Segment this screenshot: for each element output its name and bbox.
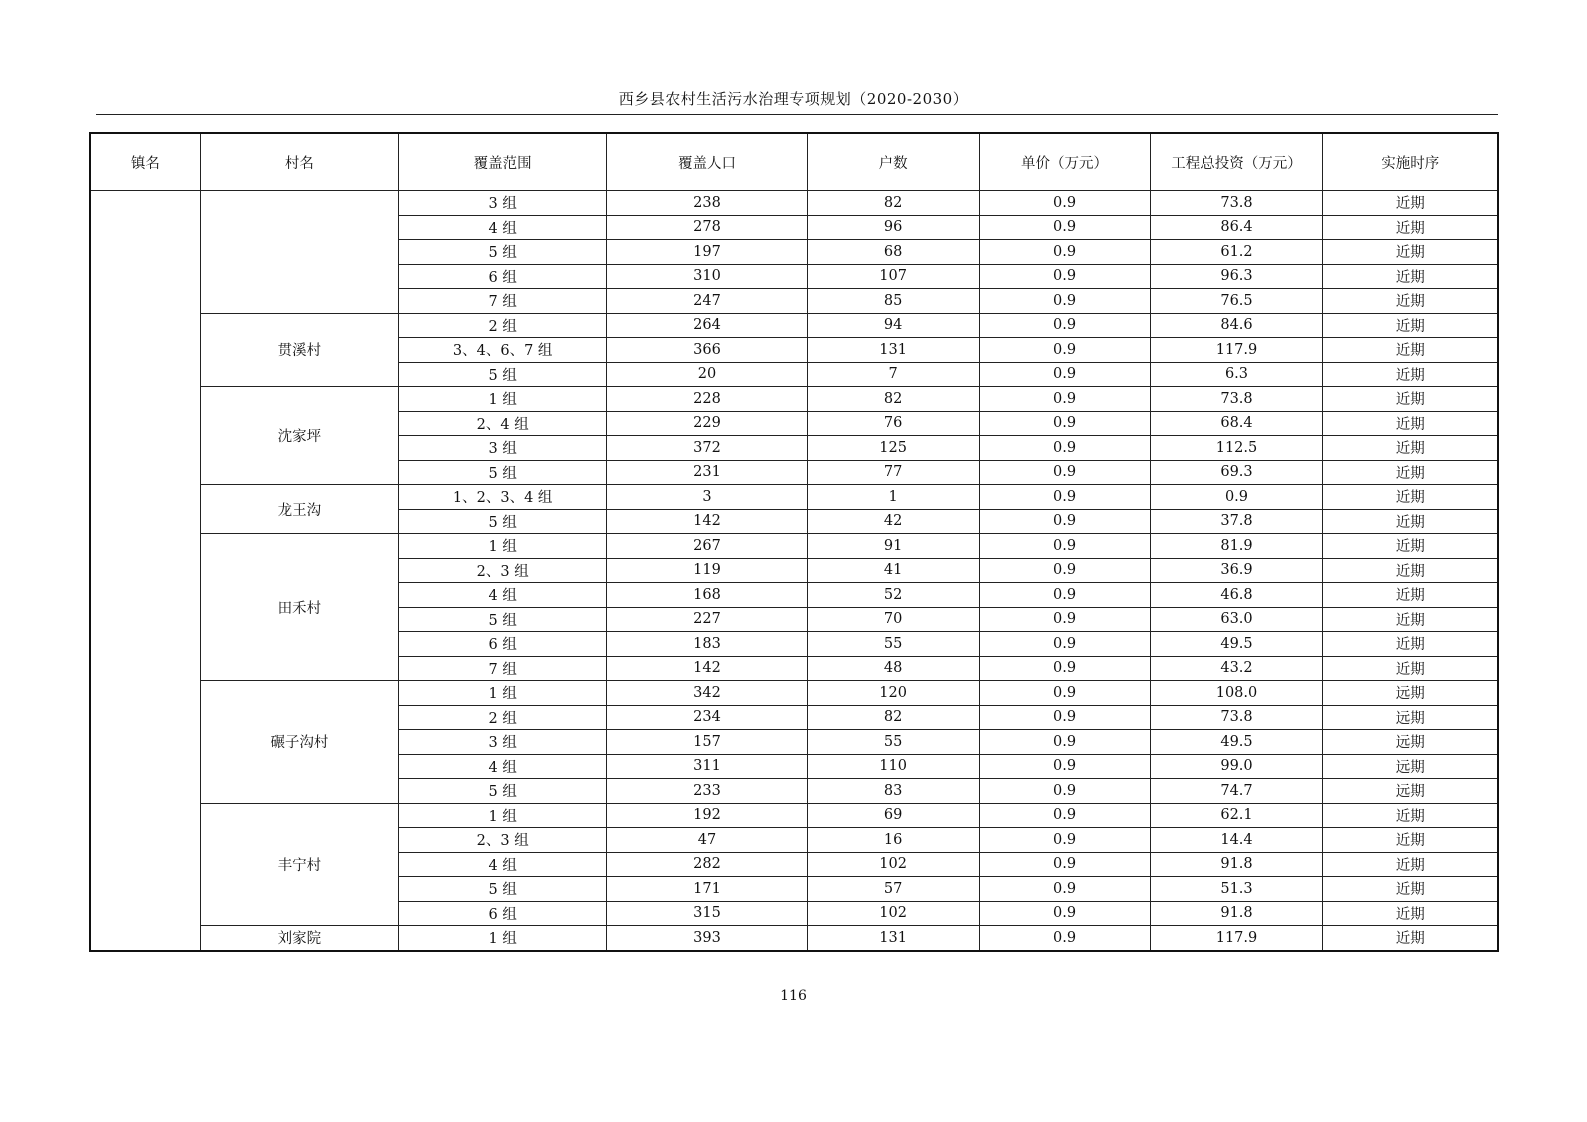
unit-price-cell: 0.9 [979, 436, 1150, 461]
implementation-phase-cell: 近期 [1323, 362, 1498, 387]
households-cell: 57 [807, 877, 979, 902]
coverage-population-cell: 157 [607, 730, 807, 755]
households-cell: 82 [807, 191, 979, 216]
households-cell: 70 [807, 607, 979, 632]
coverage-population-cell: 234 [607, 705, 807, 730]
total-investment-cell: 37.8 [1150, 509, 1323, 534]
coverage-range-cell: 3、4、6、7 组 [399, 338, 607, 363]
village-name-cell: 沈家坪 [200, 387, 398, 485]
table-row [90, 534, 1498, 559]
implementation-phase-cell: 近期 [1323, 313, 1498, 338]
coverage-population-cell: 3 [607, 485, 807, 510]
coverage-range-cell: 5 组 [399, 240, 607, 265]
coverage-population-cell: 247 [607, 289, 807, 314]
total-investment-cell: 96.3 [1150, 264, 1323, 289]
unit-price-cell: 0.9 [979, 656, 1150, 681]
unit-price-cell: 0.9 [979, 705, 1150, 730]
coverage-range-cell: 3 组 [399, 436, 607, 461]
coverage-range-cell: 4 组 [399, 852, 607, 877]
total-investment-cell: 61.2 [1150, 240, 1323, 265]
households-cell: 82 [807, 705, 979, 730]
coverage-population-cell: 315 [607, 901, 807, 926]
unit-price-cell: 0.9 [979, 779, 1150, 804]
unit-price-cell: 0.9 [979, 828, 1150, 853]
total-investment-cell: 74.7 [1150, 779, 1323, 804]
village-name-cell: 田禾村 [200, 534, 398, 681]
households-cell: 41 [807, 558, 979, 583]
column-header: 户数 [807, 133, 979, 191]
households-cell: 55 [807, 730, 979, 755]
coverage-range-cell: 3 组 [399, 191, 607, 216]
households-cell: 125 [807, 436, 979, 461]
households-cell: 82 [807, 387, 979, 412]
coverage-range-cell: 1 组 [399, 926, 607, 951]
village-name-cell: 刘家院 [200, 926, 398, 951]
households-cell: 52 [807, 583, 979, 608]
coverage-range-cell: 3 组 [399, 730, 607, 755]
households-cell: 76 [807, 411, 979, 436]
coverage-range-cell: 5 组 [399, 362, 607, 387]
households-cell: 69 [807, 803, 979, 828]
households-cell: 131 [807, 338, 979, 363]
total-investment-cell: 68.4 [1150, 411, 1323, 436]
unit-price-cell: 0.9 [979, 411, 1150, 436]
total-investment-cell: 86.4 [1150, 215, 1323, 240]
implementation-phase-cell: 近期 [1323, 607, 1498, 632]
households-cell: 85 [807, 289, 979, 314]
total-investment-cell: 36.9 [1150, 558, 1323, 583]
unit-price-cell: 0.9 [979, 387, 1150, 412]
coverage-population-cell: 372 [607, 436, 807, 461]
implementation-phase-cell: 近期 [1323, 632, 1498, 657]
implementation-phase-cell: 远期 [1323, 779, 1498, 804]
total-investment-cell: 91.8 [1150, 901, 1323, 926]
households-cell: 48 [807, 656, 979, 681]
implementation-phase-cell: 远期 [1323, 730, 1498, 755]
total-investment-cell: 91.8 [1150, 852, 1323, 877]
unit-price-cell: 0.9 [979, 338, 1150, 363]
coverage-range-cell: 1 组 [399, 534, 607, 559]
households-cell: 55 [807, 632, 979, 657]
column-header: 村名 [200, 133, 398, 191]
unit-price-cell: 0.9 [979, 534, 1150, 559]
households-cell: 42 [807, 509, 979, 534]
households-cell: 77 [807, 460, 979, 485]
implementation-phase-cell: 远期 [1323, 754, 1498, 779]
coverage-range-cell: 2、3 组 [399, 828, 607, 853]
households-cell: 131 [807, 926, 979, 951]
households-cell: 91 [807, 534, 979, 559]
header-row [90, 133, 1498, 191]
households-cell: 68 [807, 240, 979, 265]
total-investment-cell: 63.0 [1150, 607, 1323, 632]
coverage-population-cell: 233 [607, 779, 807, 804]
implementation-phase-cell: 近期 [1323, 436, 1498, 461]
coverage-population-cell: 192 [607, 803, 807, 828]
coverage-range-cell: 5 组 [399, 460, 607, 485]
implementation-phase-cell: 近期 [1323, 240, 1498, 265]
unit-price-cell: 0.9 [979, 362, 1150, 387]
coverage-population-cell: 267 [607, 534, 807, 559]
coverage-population-cell: 20 [607, 362, 807, 387]
investment-table [89, 132, 1499, 952]
unit-price-cell: 0.9 [979, 632, 1150, 657]
implementation-phase-cell: 近期 [1323, 215, 1498, 240]
coverage-range-cell: 5 组 [399, 509, 607, 534]
unit-price-cell: 0.9 [979, 926, 1150, 951]
coverage-range-cell: 7 组 [399, 289, 607, 314]
implementation-phase-cell: 近期 [1323, 191, 1498, 216]
coverage-range-cell: 1 组 [399, 681, 607, 706]
coverage-population-cell: 142 [607, 509, 807, 534]
implementation-phase-cell: 近期 [1323, 264, 1498, 289]
header-divider [96, 114, 1498, 115]
unit-price-cell: 0.9 [979, 509, 1150, 534]
coverage-range-cell: 2、4 组 [399, 411, 607, 436]
total-investment-cell: 73.8 [1150, 387, 1323, 412]
implementation-phase-cell: 近期 [1323, 411, 1498, 436]
unit-price-cell: 0.9 [979, 215, 1150, 240]
table-row [90, 803, 1498, 828]
coverage-range-cell: 1、2、3、4 组 [399, 485, 607, 510]
unit-price-cell: 0.9 [979, 583, 1150, 608]
total-investment-cell: 14.4 [1150, 828, 1323, 853]
implementation-phase-cell: 近期 [1323, 485, 1498, 510]
column-header: 覆盖范围 [399, 133, 607, 191]
document-header-title: 西乡县农村生活污水治理专项规划（2020-2030） [618, 90, 969, 108]
total-investment-cell: 0.9 [1150, 485, 1323, 510]
total-investment-cell: 43.2 [1150, 656, 1323, 681]
unit-price-cell: 0.9 [979, 485, 1150, 510]
implementation-phase-cell: 近期 [1323, 387, 1498, 412]
coverage-population-cell: 282 [607, 852, 807, 877]
total-investment-cell: 112.5 [1150, 436, 1323, 461]
implementation-phase-cell: 近期 [1323, 901, 1498, 926]
coverage-range-cell: 5 组 [399, 877, 607, 902]
implementation-phase-cell: 近期 [1323, 338, 1498, 363]
page-number: 116 [780, 988, 807, 1004]
total-investment-cell: 51.3 [1150, 877, 1323, 902]
coverage-population-cell: 238 [607, 191, 807, 216]
households-cell: 94 [807, 313, 979, 338]
unit-price-cell: 0.9 [979, 460, 1150, 485]
implementation-phase-cell: 近期 [1323, 509, 1498, 534]
unit-price-cell: 0.9 [979, 877, 1150, 902]
unit-price-cell: 0.9 [979, 191, 1150, 216]
village-name-cell: 贯溪村 [200, 313, 398, 387]
table-row [90, 191, 1498, 216]
table-row [90, 387, 1498, 412]
column-header: 实施时序 [1323, 133, 1498, 191]
village-name-cell: 丰宁村 [200, 803, 398, 926]
total-investment-cell: 49.5 [1150, 632, 1323, 657]
coverage-population-cell: 229 [607, 411, 807, 436]
implementation-phase-cell: 近期 [1323, 877, 1498, 902]
village-name-cell: 碾子沟村 [200, 681, 398, 804]
implementation-phase-cell: 近期 [1323, 460, 1498, 485]
implementation-phase-cell: 近期 [1323, 926, 1498, 951]
unit-price-cell: 0.9 [979, 313, 1150, 338]
households-cell: 120 [807, 681, 979, 706]
coverage-population-cell: 264 [607, 313, 807, 338]
table-row [90, 926, 1498, 951]
coverage-range-cell: 7 组 [399, 656, 607, 681]
coverage-population-cell: 227 [607, 607, 807, 632]
coverage-range-cell: 2 组 [399, 313, 607, 338]
unit-price-cell: 0.9 [979, 803, 1150, 828]
total-investment-cell: 117.9 [1150, 338, 1323, 363]
table-body [90, 191, 1498, 951]
column-header: 覆盖人口 [607, 133, 807, 191]
village-name-cell: 龙王沟 [200, 485, 398, 534]
column-header: 镇名 [90, 133, 200, 191]
total-investment-cell: 76.5 [1150, 289, 1323, 314]
village-name-cell [200, 191, 398, 314]
coverage-range-cell: 1 组 [399, 387, 607, 412]
implementation-phase-cell: 近期 [1323, 289, 1498, 314]
coverage-range-cell: 4 组 [399, 583, 607, 608]
coverage-population-cell: 393 [607, 926, 807, 951]
households-cell: 96 [807, 215, 979, 240]
coverage-range-cell: 2 组 [399, 705, 607, 730]
total-investment-cell: 108.0 [1150, 681, 1323, 706]
coverage-range-cell: 6 组 [399, 264, 607, 289]
implementation-phase-cell: 近期 [1323, 828, 1498, 853]
coverage-population-cell: 171 [607, 877, 807, 902]
unit-price-cell: 0.9 [979, 852, 1150, 877]
unit-price-cell: 0.9 [979, 264, 1150, 289]
households-cell: 83 [807, 779, 979, 804]
unit-price-cell: 0.9 [979, 607, 1150, 632]
unit-price-cell: 0.9 [979, 730, 1150, 755]
implementation-phase-cell: 近期 [1323, 656, 1498, 681]
coverage-range-cell: 6 组 [399, 632, 607, 657]
total-investment-cell: 46.8 [1150, 583, 1323, 608]
households-cell: 107 [807, 264, 979, 289]
coverage-population-cell: 197 [607, 240, 807, 265]
coverage-population-cell: 231 [607, 460, 807, 485]
unit-price-cell: 0.9 [979, 901, 1150, 926]
unit-price-cell: 0.9 [979, 240, 1150, 265]
unit-price-cell: 0.9 [979, 289, 1150, 314]
households-cell: 110 [807, 754, 979, 779]
table-row [90, 485, 1498, 510]
total-investment-cell: 49.5 [1150, 730, 1323, 755]
coverage-range-cell: 5 组 [399, 607, 607, 632]
implementation-phase-cell: 近期 [1323, 534, 1498, 559]
coverage-range-cell: 2、3 组 [399, 558, 607, 583]
total-investment-cell: 117.9 [1150, 926, 1323, 951]
coverage-population-cell: 119 [607, 558, 807, 583]
total-investment-cell: 73.8 [1150, 705, 1323, 730]
total-investment-cell: 62.1 [1150, 803, 1323, 828]
table-row [90, 681, 1498, 706]
coverage-population-cell: 183 [607, 632, 807, 657]
coverage-range-cell: 5 组 [399, 779, 607, 804]
coverage-range-cell: 6 组 [399, 901, 607, 926]
coverage-population-cell: 278 [607, 215, 807, 240]
implementation-phase-cell: 远期 [1323, 681, 1498, 706]
households-cell: 16 [807, 828, 979, 853]
coverage-range-cell: 1 组 [399, 803, 607, 828]
column-header: 单价（万元） [979, 133, 1150, 191]
total-investment-cell: 99.0 [1150, 754, 1323, 779]
coverage-range-cell: 4 组 [399, 215, 607, 240]
table-header [90, 133, 1498, 191]
coverage-range-cell: 4 组 [399, 754, 607, 779]
implementation-phase-cell: 近期 [1323, 558, 1498, 583]
total-investment-cell: 81.9 [1150, 534, 1323, 559]
coverage-population-cell: 366 [607, 338, 807, 363]
coverage-population-cell: 310 [607, 264, 807, 289]
implementation-phase-cell: 近期 [1323, 583, 1498, 608]
coverage-population-cell: 142 [607, 656, 807, 681]
unit-price-cell: 0.9 [979, 558, 1150, 583]
households-cell: 1 [807, 485, 979, 510]
total-investment-cell: 73.8 [1150, 191, 1323, 216]
town-name-cell [90, 191, 200, 951]
coverage-population-cell: 47 [607, 828, 807, 853]
coverage-population-cell: 342 [607, 681, 807, 706]
unit-price-cell: 0.9 [979, 681, 1150, 706]
total-investment-cell: 69.3 [1150, 460, 1323, 485]
column-header: 工程总投资（万元） [1150, 133, 1323, 191]
coverage-population-cell: 228 [607, 387, 807, 412]
total-investment-cell: 6.3 [1150, 362, 1323, 387]
implementation-phase-cell: 近期 [1323, 852, 1498, 877]
total-investment-cell: 84.6 [1150, 313, 1323, 338]
implementation-phase-cell: 近期 [1323, 803, 1498, 828]
households-cell: 7 [807, 362, 979, 387]
table-row [90, 313, 1498, 338]
households-cell: 102 [807, 901, 979, 926]
coverage-population-cell: 168 [607, 583, 807, 608]
unit-price-cell: 0.9 [979, 754, 1150, 779]
coverage-population-cell: 311 [607, 754, 807, 779]
households-cell: 102 [807, 852, 979, 877]
implementation-phase-cell: 远期 [1323, 705, 1498, 730]
